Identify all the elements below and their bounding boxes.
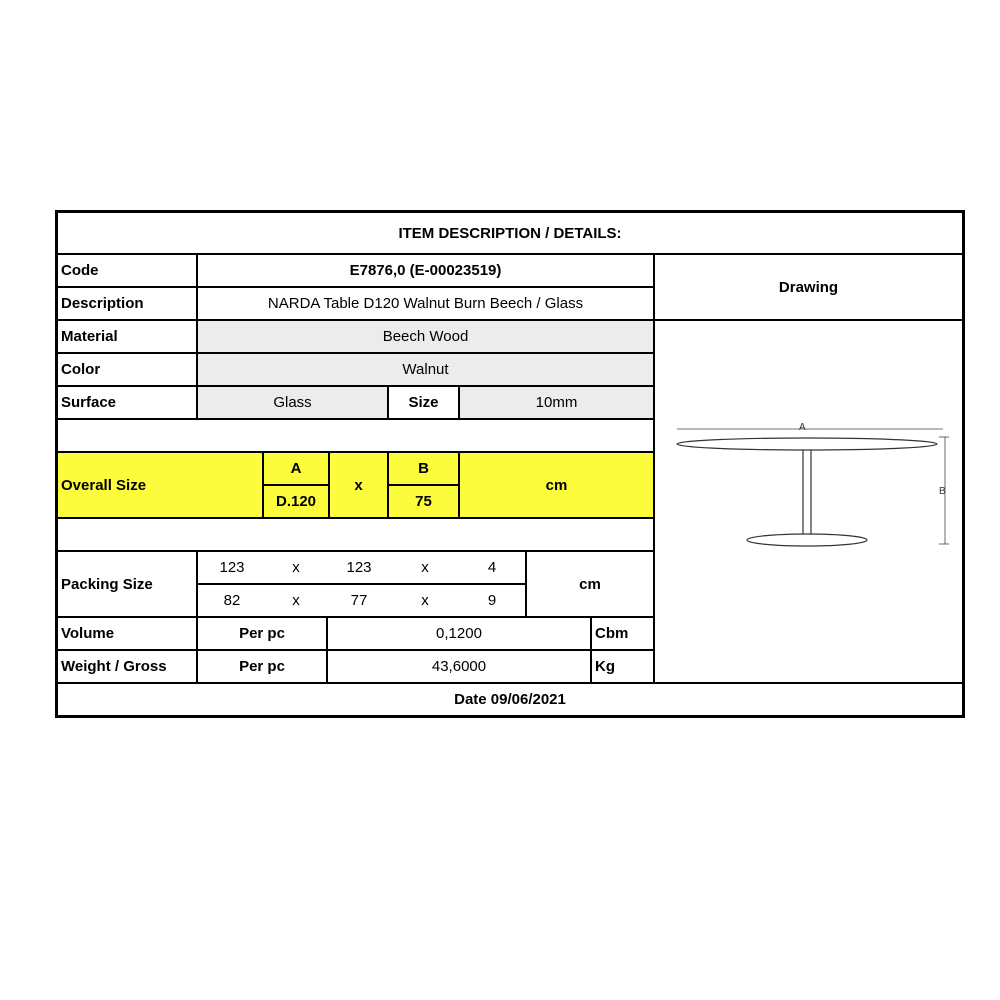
surface-label: Surface (57, 386, 197, 419)
spacer-row (57, 419, 654, 452)
dimension-b-label: B (939, 486, 946, 497)
code-label: Code (57, 254, 197, 287)
packing-unit: cm (526, 551, 654, 617)
date-footer: Date 09/06/2021 (57, 683, 963, 716)
description-value: NARDA Table D120 Walnut Burn Beech / Glass (197, 287, 654, 320)
item-details-sheet (55, 210, 965, 718)
weight-label: Weight / Gross (57, 650, 197, 683)
packing-dim-1: 82 (223, 592, 241, 609)
packing-dim-3: 9 (487, 592, 497, 609)
overall-x: x (329, 452, 388, 518)
size-value: 10mm (459, 386, 654, 419)
weight-value: 43,6000 (327, 650, 591, 683)
dimension-a-label: A (799, 422, 806, 433)
description-label: Description (57, 287, 197, 320)
tabletop-shape (677, 438, 937, 450)
packing-size-label: Packing Size (57, 551, 197, 617)
color-value: Walnut (197, 353, 654, 386)
material-label: Material (57, 320, 197, 353)
volume-label: Volume (57, 617, 197, 650)
packing-x-2: x (421, 559, 429, 576)
surface-value: Glass (197, 386, 388, 419)
drawing-label: Drawing (654, 254, 963, 320)
packing-x-1: x (292, 592, 300, 609)
packing-dim-2: 123 (346, 559, 372, 576)
material-value: Beech Wood (197, 320, 654, 353)
packing-x-2: x (421, 592, 429, 609)
packing-dim-3: 4 (487, 559, 497, 576)
code-value: E7876,0 (E-00023519) (197, 254, 654, 287)
weight-unit: Kg (591, 650, 654, 683)
overall-b-header: B (388, 452, 459, 485)
overall-size-label: Overall Size (57, 452, 263, 518)
packing-x-1: x (292, 559, 300, 576)
color-label: Color (57, 353, 197, 386)
spacer-row (57, 518, 654, 551)
volume-unit: Cbm (591, 617, 654, 650)
volume-per: Per pc (197, 617, 327, 650)
packing-dim-2: 77 (350, 592, 368, 609)
table-drawing (655, 322, 955, 562)
weight-per: Per pc (197, 650, 327, 683)
volume-value: 0,1200 (327, 617, 591, 650)
packing-row (197, 584, 526, 617)
packing-dim-1: 123 (219, 559, 245, 576)
overall-a-header: A (263, 452, 329, 485)
size-label: Size (388, 386, 459, 419)
overall-unit: cm (459, 452, 654, 518)
overall-a-value: D.120 (263, 485, 329, 518)
table-base-shape (747, 534, 867, 546)
packing-row (197, 551, 526, 584)
overall-b-value: 75 (388, 485, 459, 518)
sheet-title: ITEM DESCRIPTION / DETAILS: (57, 212, 963, 254)
